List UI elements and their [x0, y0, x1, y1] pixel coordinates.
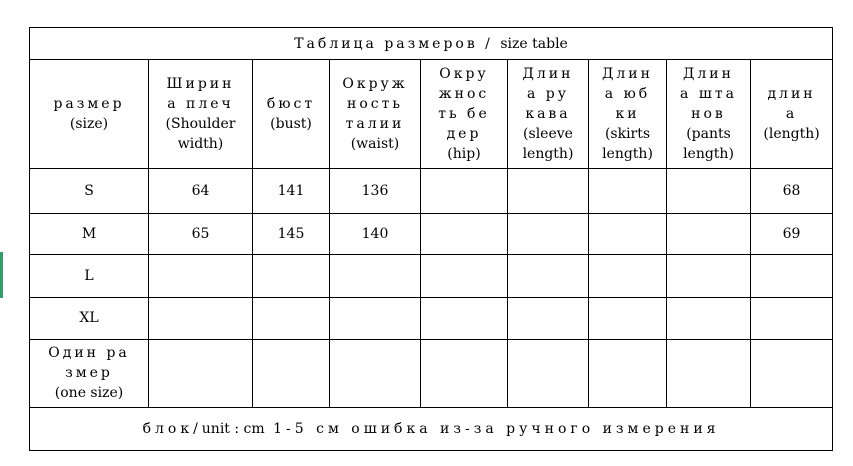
size-name: XL	[79, 310, 99, 327]
size-en-line: (one size)	[54, 385, 124, 402]
table-cell: 136	[330, 169, 421, 214]
table-cell	[667, 339, 751, 407]
table-footer	[30, 407, 833, 450]
header-ru-line: талии	[345, 116, 405, 133]
table-cell	[589, 339, 667, 407]
table-cell	[667, 169, 751, 214]
table-cell	[508, 169, 589, 214]
header-ru-line: Ширин	[166, 76, 235, 93]
table-cell	[421, 339, 508, 407]
footer-row	[30, 407, 833, 450]
size-cell	[30, 169, 149, 214]
size-cell	[30, 254, 149, 297]
table-cell	[508, 297, 589, 339]
table-cell: 65	[149, 214, 253, 254]
header-en-line: (size)	[69, 116, 109, 133]
size-name: L	[84, 267, 94, 284]
header-en-line: width)	[177, 136, 224, 153]
table-row	[30, 254, 833, 297]
header-ru-line: жнос	[438, 86, 490, 103]
header-ru-line: Длин	[683, 66, 734, 83]
table-cell	[751, 297, 833, 339]
table-cell	[589, 297, 667, 339]
header-en-line: length)	[683, 146, 734, 163]
left-edge-strip	[0, 252, 3, 298]
header-cell	[421, 60, 508, 169]
table-cell	[667, 214, 751, 254]
header-ru-line: а	[785, 106, 798, 123]
header-ru-line: а плеч	[167, 96, 234, 113]
table-cell: 64	[149, 169, 253, 214]
header-ru-line: а юб	[604, 86, 651, 103]
header-en-line: (waist)	[350, 136, 400, 153]
header-ru-line: бюст	[266, 96, 316, 113]
header-cell	[30, 60, 149, 169]
table-cell	[330, 254, 421, 297]
table-row	[30, 169, 833, 214]
table-cell	[751, 339, 833, 407]
header-ru-line: нов	[691, 106, 726, 123]
table-cell	[508, 339, 589, 407]
header-ru-line: ность	[347, 96, 403, 113]
table-row	[30, 214, 833, 254]
header-cell	[149, 60, 253, 169]
table-cell	[589, 254, 667, 297]
header-cell	[330, 60, 421, 169]
size-name: M	[81, 225, 97, 242]
size-table	[29, 27, 833, 451]
size-cell	[30, 297, 149, 339]
size-cell	[30, 214, 149, 254]
table-cell	[421, 297, 508, 339]
header-cell	[667, 60, 751, 169]
table-cell	[253, 297, 330, 339]
header-en-line: (bust)	[270, 116, 312, 133]
title-row	[30, 28, 833, 60]
table-cell	[589, 169, 667, 214]
header-en-line: (sleeve	[523, 126, 573, 143]
header-cell	[589, 60, 667, 169]
header-ru-line: Длин	[522, 66, 574, 83]
table-cell: 69	[751, 214, 833, 254]
table-title-en: size table	[500, 35, 568, 52]
header-ru-line: ть бе	[438, 106, 490, 123]
header-en-line: length)	[602, 146, 653, 163]
table-row	[30, 297, 833, 339]
table-cell	[508, 254, 589, 297]
header-en-line: (hip)	[447, 146, 481, 163]
table-cell: 68	[751, 169, 833, 214]
header-en-line: (skirts	[604, 126, 651, 143]
table-cell	[330, 339, 421, 407]
table-cell	[508, 214, 589, 254]
table-cell	[667, 254, 751, 297]
header-row	[30, 60, 833, 169]
table-cell	[667, 297, 751, 339]
header-cell	[508, 60, 589, 169]
table-cell	[149, 339, 253, 407]
table-cell	[149, 297, 253, 339]
table-body	[30, 169, 833, 408]
header-en-line: (pants	[686, 126, 731, 143]
table-cell: 140	[330, 214, 421, 254]
size-ru-line: змер	[65, 365, 113, 382]
header-cell	[253, 60, 330, 169]
header-en-line: length)	[522, 146, 574, 163]
header-ru-line: ки	[615, 106, 640, 123]
header-ru-line: Длин	[602, 66, 653, 83]
header-ru-line: размер	[53, 96, 125, 113]
header-ru-line: а ру	[527, 86, 569, 103]
size-name: S	[84, 183, 94, 200]
footer-ru-prefix: блок/	[142, 420, 202, 437]
table-cell	[253, 254, 330, 297]
footer-unit: unit : cm	[201, 420, 265, 437]
header-ru-line: Окру	[439, 66, 489, 83]
header-ru-line: длин	[767, 86, 816, 103]
table-cell	[149, 254, 253, 297]
header-ru-line: дер	[446, 126, 482, 143]
table-title	[30, 28, 833, 60]
header-ru-line: кава	[525, 106, 571, 123]
table-cell	[253, 339, 330, 407]
table-cell	[421, 169, 508, 214]
table-cell: 145	[253, 214, 330, 254]
header-ru-line: Окруж	[342, 76, 408, 93]
table-cell	[421, 214, 508, 254]
header-ru-line: а шта	[680, 86, 737, 103]
header-en-line: (length)	[763, 126, 820, 143]
table-cell	[589, 214, 667, 254]
table-title-ru: Таблица размеров /	[294, 35, 493, 52]
size-cell	[30, 339, 149, 407]
footer-note: 1-5 см ошибка из-за ручного измерения	[273, 420, 720, 437]
table-cell	[421, 254, 508, 297]
table-cell	[330, 297, 421, 339]
size-ru-line: Один ра	[48, 345, 130, 362]
header-en-line: (Shoulder	[165, 116, 236, 133]
table-cell	[751, 254, 833, 297]
table-cell: 141	[253, 169, 330, 214]
header-cell	[751, 60, 833, 169]
table-row	[30, 339, 833, 407]
